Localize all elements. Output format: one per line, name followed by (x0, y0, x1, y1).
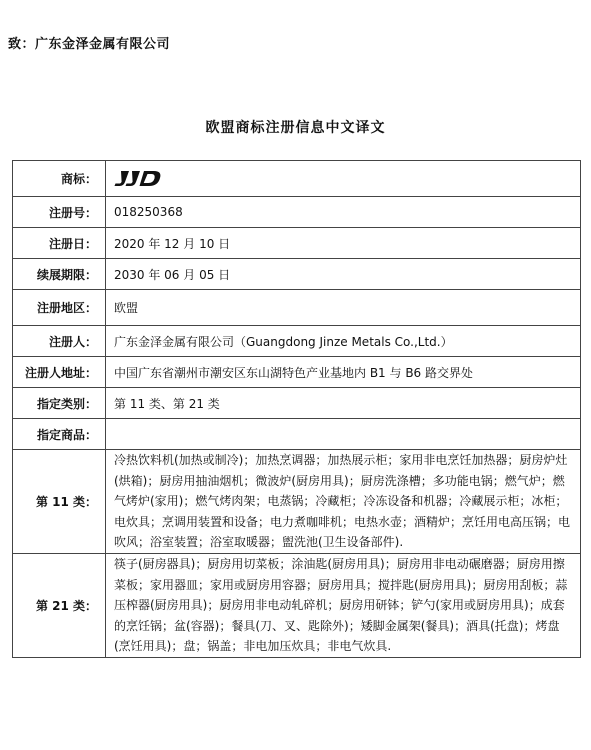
address-label: 注册人地址： (13, 357, 106, 388)
table-row (13, 553, 581, 657)
class21-goods: 筷子(厨房器具)；厨房用切菜板；涂油匙(厨房用具)；厨房用非电动碾磨器；厨房用擦菜板；家用器皿；家用或厨房用容器；厨房用具；搅拌匙(厨房用具)；厨房用刮板；蒜压榨器(厨房用具)；厨房用非电动轧碎机；厨房用研钵；铲勺(家用或厨房用具)；成套的烹饪锅；盆(容器)；餐具(刀、叉、匙除外)；矮脚金属架(餐具)；酒具(托盘)；烤盘(烹饪用具)；盘；锅盖；非电加压炊具；非电气炊具. (106, 553, 581, 657)
class21-label: 第 21 类： (13, 553, 106, 657)
registration-table (12, 160, 581, 658)
table-row (13, 259, 581, 290)
trademark-cell (106, 161, 581, 197)
table-row (13, 290, 581, 326)
reg-date-value: 2020 年 12 月 10 日 (106, 228, 581, 259)
jjd-logo (114, 169, 164, 189)
address-value: 中国广东省潮州市潮安区东山湖特色产业基地内 B1 与 B6 路交界处 (106, 357, 581, 388)
trademark-label: 商标： (13, 161, 106, 197)
region-label: 注册地区： (13, 290, 106, 326)
goods-label: 指定商品： (13, 419, 106, 450)
reg-number-label: 注册号： (13, 197, 106, 228)
document-title: 欧盟商标注册信息中文译文 (205, 120, 386, 136)
table-row (13, 326, 581, 357)
renewal-label: 续展期限： (13, 259, 106, 290)
renewal-value: 2030 年 06 月 05 日 (106, 259, 581, 290)
region-value: 欧盟 (106, 290, 581, 326)
recipient-line: 致：广东金泽金属有限公司 (8, 37, 171, 52)
registrant-label: 注册人： (13, 326, 106, 357)
goods-value (106, 419, 581, 450)
class11-goods: 冷热饮料机(加热或制冷)；加热烹调器；加热展示柜；家用非电烹饪加热器；厨房炉灶(烘箱)；厨房用抽油烟机；微波炉(厨房用具)；厨房洗涤槽；多功能电锅；燃气炉；燃气烤炉(家用)；燃气烤肉架；电蒸锅；冷藏柜；冷冻设备和机器；冷藏展示柜；冰柜；电炊具；烹调用装置和设备；电力煮咖啡机；电热水壶；酒精炉；烹饪用电高压锅；电吹风；浴室装置；浴室取暖器；盥洗池(卫生设备部件). (106, 450, 581, 554)
classes-label: 指定类别： (13, 388, 106, 419)
table-row (13, 197, 581, 228)
class11-label: 第 11 类： (13, 450, 106, 554)
table-row (13, 419, 581, 450)
table-row (13, 161, 581, 197)
registrant-value: 广东金泽金属有限公司（Guangdong Jinze Metals Co.,Ltd.） (106, 326, 581, 357)
table-row (13, 357, 581, 388)
table-row (13, 388, 581, 419)
table-row (13, 450, 581, 554)
table-row (13, 228, 581, 259)
reg-number-value: 018250368 (106, 197, 581, 228)
reg-date-label: 注册日： (13, 228, 106, 259)
classes-value: 第 11 类、第 21 类 (106, 388, 581, 419)
